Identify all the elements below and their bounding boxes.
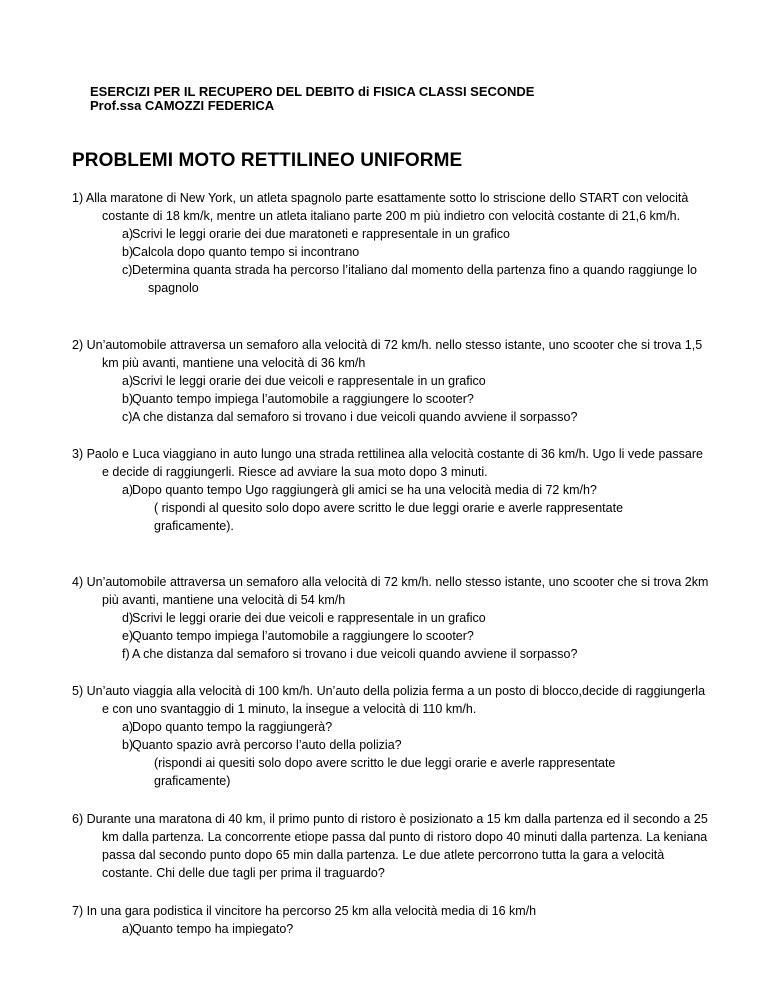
problem-5-note: (rispondi ai quesiti solo dopo avere scritto le due leggi orarie e averle rappresentate graficamente) xyxy=(154,756,616,788)
item-label: b) xyxy=(122,392,134,406)
problem-4-text: 4) Un’automobile attraversa un semaforo alla velocità di 72 km/h. nello stesso istante, uno scooter che si trova 2km più avanti, mantiene una velocità di 54 km/h xyxy=(72,575,709,607)
problem-2-text: 2) Un’automobile attraversa un semaforo alla velocità di 72 km/h. nello stesso istante, uno scooter che si trova 1,5 km più avanti, mantiene una velocità di 36 km/h xyxy=(72,338,703,370)
problem-7-text: 7) In una gara podistica il vincitore ha percorso 25 km alla velocità media di 16 km/h xyxy=(72,904,537,918)
item-text: Scrivi le leggi orarie dei due veicoli e rappresentale in un grafico xyxy=(132,374,486,388)
problem-1-item-c xyxy=(72,261,712,297)
problem-5 xyxy=(72,682,712,790)
item-text: Scrivi le leggi orarie dei due veicoli e rappresentale in un grafico xyxy=(132,611,486,625)
problem-4 xyxy=(72,573,712,663)
header-teacher-line: Prof.ssa CAMOZZI FEDERICA xyxy=(90,98,275,113)
item-label: a) xyxy=(122,922,134,936)
problem-4-item-e xyxy=(72,627,712,645)
problem-5-item-b xyxy=(72,736,712,754)
item-text: Quanto tempo impiega l’automobile a raggiungere lo scooter? xyxy=(132,629,474,643)
problem-3-text: 3) Paolo e Luca viaggiano in auto lungo una strada rettilinea alla velocità costante di 36 km/h. Ugo li vede passare e decide di raggiungerli. Riesce ad avviare la sua moto dopo 3 minuti. xyxy=(72,447,703,479)
item-text: Calcola dopo quanto tempo si incontrano xyxy=(132,245,360,259)
problem-6 xyxy=(72,810,712,882)
item-text: Scrivi le leggi orarie dei due maratoneti e rappresentale in un grafico xyxy=(132,227,510,241)
problem-1-item-b xyxy=(72,243,712,261)
problem-6-text: 6) Durante una maratona di 40 km, il primo punto di ristoro è posizionato a 15 km dalla partenza ed il secondo a 25 km dalla partenza. La concorrente etiope passa dal punto di ristoro dopo 40 minuti dalla partenza. La keniana passa dal secondo punto dopo 65 min dalla partenza. Le due atlete percorrono tutta la gara a velocità costante. Chi delle due tagli per prima il traguardo? xyxy=(72,812,708,880)
item-text: A che distanza dal semaforo si trovano i due veicoli quando avviene il sorpasso? xyxy=(132,410,578,424)
problem-2 xyxy=(72,336,712,426)
item-text: Quanto tempo impiega l’automobile a raggiungere lo scooter? xyxy=(132,392,474,406)
item-label: a) xyxy=(122,227,134,241)
problem-5-item-a xyxy=(72,718,712,736)
problem-2-item-b xyxy=(72,390,712,408)
problem-5-text: 5) Un’auto viaggia alla velocità di 100 km/h. Un’auto della polizia ferma a un posto di blocco,decide di raggiungerla e con uno svantaggio di 1 minuto, la insegue a velocità di 110 km/h. xyxy=(72,684,706,716)
problem-3-note: ( rispondi al quesito solo dopo avere scritto le due leggi orarie e averle rappresentate graficamente). xyxy=(154,501,624,533)
item-label: a) xyxy=(122,374,134,388)
item-label: a) xyxy=(122,483,134,497)
item-text: Dopo quanto tempo la raggiungerà? xyxy=(132,720,333,734)
item-label: c) xyxy=(122,410,133,424)
item-label: c) xyxy=(122,263,133,277)
item-label: b) xyxy=(122,738,134,752)
problem-2-item-a xyxy=(72,372,712,390)
problem-4-item-d xyxy=(72,609,712,627)
item-label: b) xyxy=(122,245,134,259)
problem-1-item-a xyxy=(72,225,712,243)
problem-1-text: 1) Alla maratone di New York, un atleta spagnolo parte esattamente sotto lo striscione dello START con velocità costante di 18 km/k, mentre un atleta italiano parte 200 m più indietro con velocità costante di 21,6 km/h. xyxy=(72,191,689,223)
item-label: e) xyxy=(122,629,134,643)
problem-1 xyxy=(72,189,712,297)
item-text: A che distanza dal semaforo si trovano i due veicoli quando avviene il sorpasso? xyxy=(132,647,578,661)
item-label: f) xyxy=(122,647,130,661)
problem-3 xyxy=(72,445,712,535)
problem-3-item-a xyxy=(72,481,712,499)
problem-2-item-c xyxy=(72,408,712,426)
item-text: Dopo quanto tempo Ugo raggiungerà gli amici se ha una velocità media di 72 km/h? xyxy=(132,483,597,497)
problem-7-item-a xyxy=(72,920,712,938)
item-text: Quanto tempo ha impiegato? xyxy=(132,922,294,936)
item-label: a) xyxy=(122,720,134,734)
problem-7 xyxy=(72,902,712,938)
page-title: PROBLEMI MOTO RETTILINEO UNIFORME xyxy=(72,150,463,171)
item-text: Quanto spazio avrà percorso l’auto della polizia? xyxy=(132,738,402,752)
item-label: d) xyxy=(122,611,134,625)
problem-4-item-f xyxy=(72,645,712,663)
item-text: Determina quanta strada ha percorso l’italiano dal momento della partenza fino a quando raggiunge lo spagnolo xyxy=(132,263,697,295)
header-course-line: ESERCIZI PER IL RECUPERO DEL DEBITO di FISICA CLASSI SECONDE xyxy=(90,84,535,99)
